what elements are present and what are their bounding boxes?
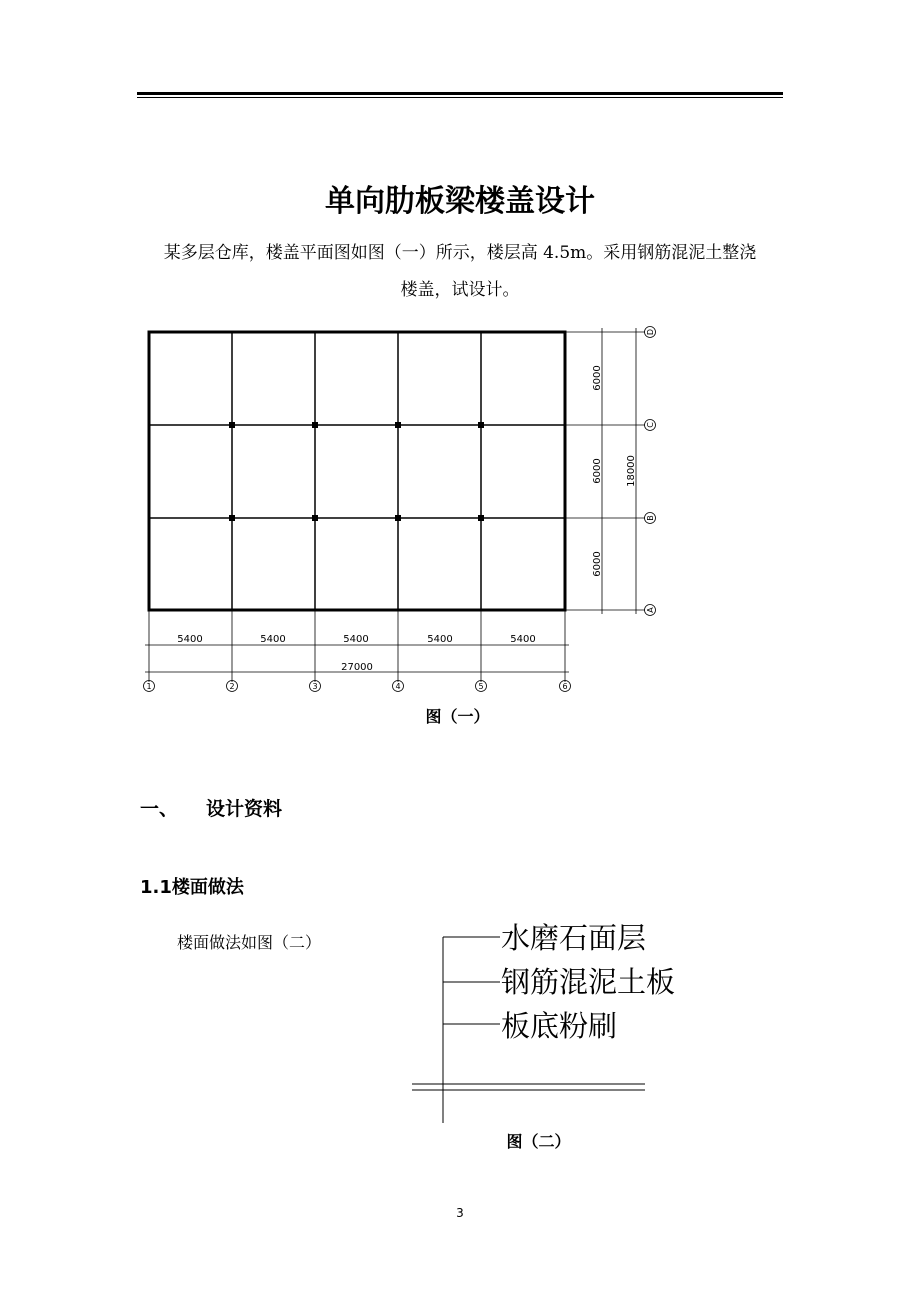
dim-x-total: 27000 xyxy=(341,662,373,673)
section-1-title: 设计资料 xyxy=(206,798,283,820)
section-1-number: 一、 xyxy=(140,798,179,820)
dim-x-1: 5400 xyxy=(177,634,203,645)
header-rule-thin xyxy=(137,97,783,98)
axis-label-2: 2 xyxy=(229,682,235,691)
axis-label-A: A xyxy=(646,607,655,613)
plan-outer-wall xyxy=(149,332,565,610)
axis-label-C: C xyxy=(646,422,655,428)
dim-y-2: 6000 xyxy=(592,458,603,484)
section-1-1-title: 1.1楼面做法 xyxy=(140,877,244,898)
axis-label-3: 3 xyxy=(312,682,318,691)
axis-label-5: 5 xyxy=(478,682,484,691)
figure-1-caption: 图（一） xyxy=(425,707,490,726)
floor-layers-drawing xyxy=(400,915,700,1130)
axis-label-6: 6 xyxy=(562,682,568,691)
intro-line-2: 楼盖，试设计。 xyxy=(400,280,520,300)
axis-bubbles-y xyxy=(645,327,656,616)
layer-terrazzo: 水磨石面层 xyxy=(501,921,647,955)
dim-x-4: 5400 xyxy=(427,634,453,645)
page-number: 3 xyxy=(456,1206,464,1220)
axis-label-1: 1 xyxy=(146,682,152,691)
dim-x-3: 5400 xyxy=(343,634,369,645)
intro-line-1: 某多层仓库，楼盖平面图如图（一）所示，楼层高 4.5m。采用钢筋混泥土整浇 xyxy=(163,243,757,263)
axis-label-4: 4 xyxy=(395,682,401,691)
layer-plaster: 板底粉刷 xyxy=(501,1009,618,1043)
dim-y-3: 6000 xyxy=(592,551,603,577)
plan-grid xyxy=(149,332,565,610)
header-rule-thick xyxy=(137,92,783,95)
dim-x-5: 5400 xyxy=(510,634,536,645)
dim-x-2: 5400 xyxy=(260,634,286,645)
dim-y-1: 6000 xyxy=(592,365,603,391)
page-title: 单向肋板梁楼盖设计 xyxy=(325,184,595,219)
dim-y-total: 18000 xyxy=(626,455,637,487)
axis-label-B: B xyxy=(646,515,655,521)
plan-columns xyxy=(229,422,484,521)
axis-label-D: D xyxy=(646,328,655,336)
floor-plan-drawing xyxy=(0,320,920,700)
section-1-1-text: 楼面做法如图（二） xyxy=(177,933,322,952)
axis-bubbles-x xyxy=(144,681,571,692)
layer-rc-slab: 钢筋混泥土板 xyxy=(501,965,676,999)
figure-2-caption: 图（二） xyxy=(506,1132,571,1151)
